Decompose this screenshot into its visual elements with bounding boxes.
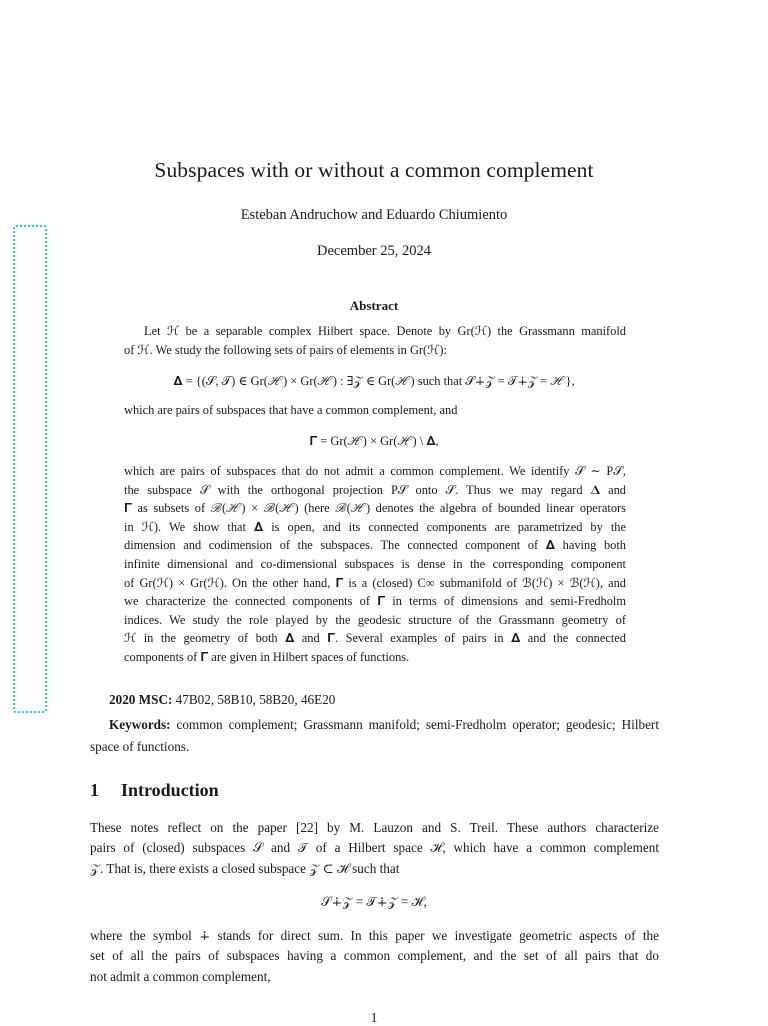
abstract-line: ℋ in the geometry of both 𝚫 and 𝚪. Several examples of pairs in 𝚫 and the connected: [124, 631, 626, 646]
abstract-line: the subspace 𝒮 with the orthogonal projection P𝒮 onto 𝒮. Thus we may regard 𝚫 and: [124, 482, 626, 497]
body-line: These notes reflect on the paper [22] by M. Lauzon and S. Treil. These authors characterize: [90, 820, 659, 835]
msc-label: 2020 MSC:: [109, 692, 173, 707]
abstract-line: dimension and codimension of the subspaces. The connected component of 𝚫 having both: [124, 538, 626, 553]
abstract-line: in ℋ). We show that 𝚫 is open, and its connected components are parametrized by the: [124, 519, 626, 534]
equation-direct-sum: 𝒮∔𝒵 = 𝒯∔𝒵 = ℋ,: [321, 894, 427, 909]
intro-paragraph-1: [90, 818, 659, 879]
abstract-line: Let ℋ be a separable complex Hilbert space. Denote by Gr(ℋ) the Grassmann manifold: [144, 324, 626, 338]
body-line: where the symbol ∔ stands for direct sum. In this paper we investigate geometric aspects of the: [90, 928, 659, 943]
body-line: 𝒵. That is, there exists a closed subspace 𝒵 ⊂ ℋ such that: [90, 860, 400, 876]
body-line: not admit a common complement,: [90, 968, 271, 984]
section-number: 1: [90, 780, 99, 800]
keywords-label: Keywords:: [109, 717, 171, 732]
equation-gamma: 𝚪 = Gr(ℋ) × Gr(ℋ) \ 𝚫,: [309, 434, 439, 448]
abstract-line: 𝚪 as subsets of ℬ(ℋ) × ℬ(ℋ) (here ℬ(ℋ) denotes the algebra of bounded linear operators: [124, 501, 626, 516]
keywords-value: common complement; Grassmann manifold; semi-Fredholm operator; geodesic; Hilbert space of functions.: [90, 717, 659, 754]
paper-authors: Esteban Andruchow and Eduardo Chiumiento: [240, 207, 508, 223]
abstract-line: components of 𝚪 are given in Hilbert spaces of functions.: [124, 649, 410, 664]
paper-title: Subspaces with or without a common complement: [154, 158, 594, 182]
abstract-line: of Gr(ℋ) × Gr(ℋ). On the other hand, 𝚪 is a (closed) C∞ submanifold of ℬ(ℋ) × ℬ(ℋ), and: [124, 575, 626, 590]
msc-value: 47B02, 58B10, 58B20, 46E20: [172, 692, 336, 707]
abstract-line: we characterize the connected components of 𝚪 in terms of dimensions and semi-Fredholm: [124, 594, 626, 609]
abstract-line: of ℋ. We study the following sets of pairs of elements in Gr(ℋ):: [124, 342, 447, 357]
equation-delta: 𝚫 = {(𝒮, 𝒯) ∈ Gr(ℋ) × Gr(ℋ) : ∃𝒵 ∈ Gr(ℋ) such that 𝒮∔𝒵 = 𝒯∔𝒵 = ℋ},: [173, 374, 575, 388]
abstract-line: indices. We study the role played by the geodesic structure of the Grassmann geometry of: [124, 612, 626, 627]
intro-paragraph-2: [90, 926, 659, 987]
abstract-paragraph-1: [124, 322, 626, 359]
body-line: pairs of (closed) subspaces 𝒮 and 𝒯 of a Hilbert space ℋ, which have a common complement: [90, 840, 659, 856]
body-line: set of all the pairs of subspaces having a common complement, and the set of all pairs that do: [90, 948, 659, 964]
abstract-line: which are pairs of subspaces that do not admit a common complement. We identify 𝒮 ∼ P𝒮,: [124, 464, 626, 478]
abstract-paragraph-2: which are pairs of subspaces that have a common complement, and: [124, 403, 458, 417]
paper-date: December 25, 2024: [317, 243, 431, 259]
keywords: [90, 714, 659, 757]
abstract-line: infinite dimensional and co-dimensional subspaces is dense in the corresponding component: [124, 556, 626, 571]
abstract-heading: Abstract: [349, 298, 399, 313]
page-number: 1: [370, 1010, 378, 1025]
section-title: Introduction: [121, 780, 219, 800]
section-heading-introduction: [90, 780, 219, 801]
abstract-paragraph-3: [124, 462, 626, 667]
msc-classification: [109, 692, 335, 708]
